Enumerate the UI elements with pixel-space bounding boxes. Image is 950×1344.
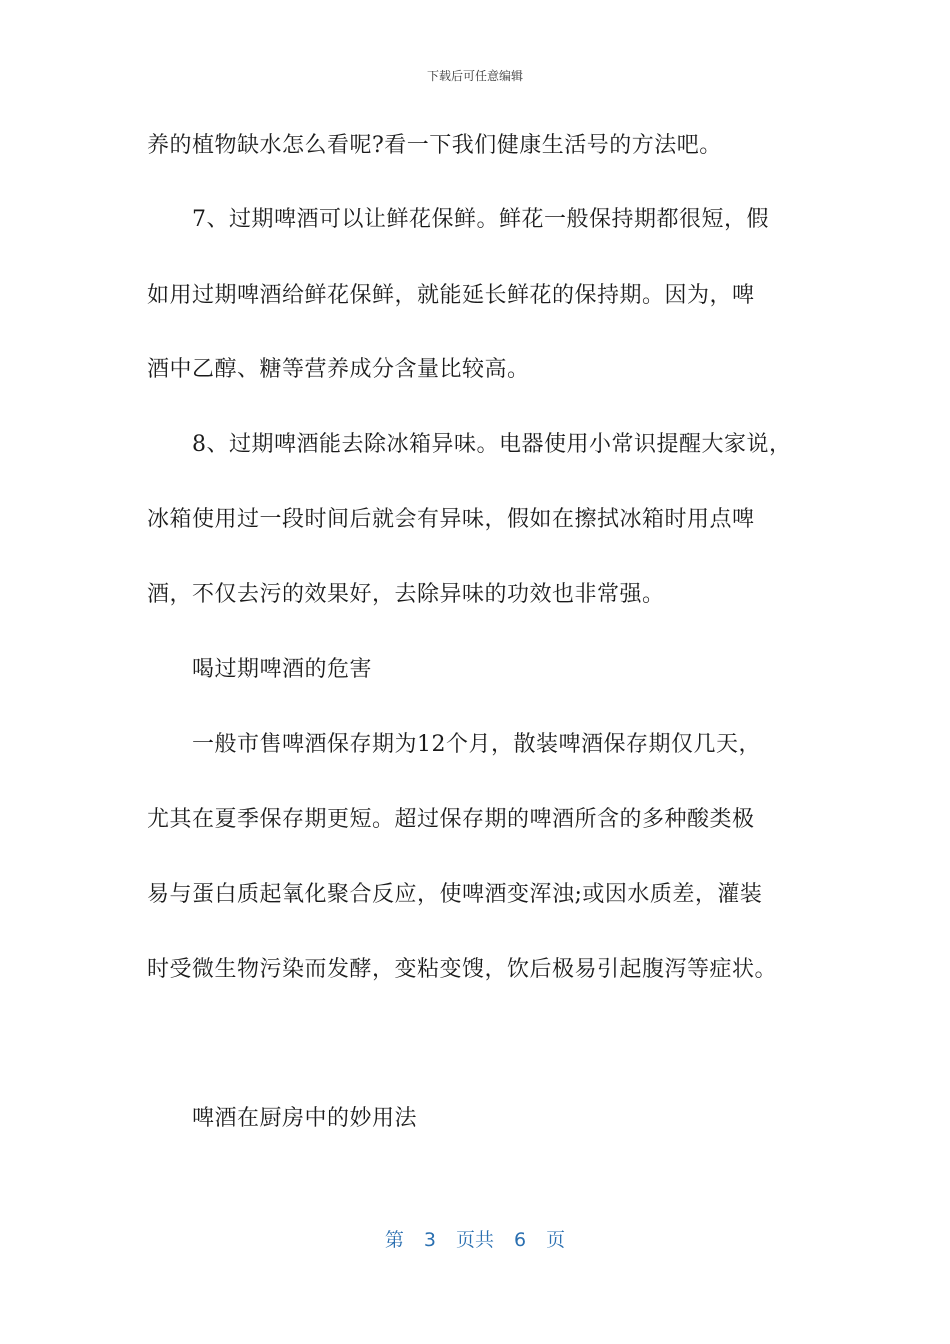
body-line-1: 养的植物缺水怎么看呢?看一下我们健康生活号的方法吧。 <box>147 133 722 158</box>
body-line-3: 如用过期啤酒给鲜花保鲜，就能延长鲜花的保持期。因为，啤 <box>147 283 755 308</box>
body-line-4: 酒中乙醇、糖等营养成分含量比较高。 <box>147 357 530 382</box>
page-header-note: 下载后可任意编辑 <box>426 69 523 83</box>
page-label-middle: 页共 <box>455 1229 494 1251</box>
body-line-9: 一般市售啤酒保存期为12个月，散装啤酒保存期仅几天， <box>192 732 761 757</box>
body-line-12: 时受微生物污染而发酵，变粘变馊，饮后极易引起腹泻等症状。 <box>147 957 778 982</box>
current-page-number: 3 <box>423 1229 436 1251</box>
body-line-11: 易与蛋白质起氧化聚合反应，使啤酒变浑浊;或因水质差，灌装 <box>147 882 763 907</box>
page-footer <box>0 1225 950 1252</box>
body-line-10: 尤其在夏季保存期更短。超过保存期的啤酒所含的多种酸类极 <box>147 807 755 832</box>
body-line-5: 8、过期啤酒能去除冰箱异味。电器使用小常识提醒大家说， <box>192 432 792 457</box>
page-label-prefix: 第 <box>384 1229 404 1251</box>
page-label-suffix: 页 <box>546 1229 566 1251</box>
body-line-2: 7、过期啤酒可以让鲜花保鲜。鲜花一般保持期都很短，假 <box>192 207 769 232</box>
body-line-6: 冰箱使用过一段时间后就会有异味，假如在擦拭冰箱时用点啤 <box>147 507 755 532</box>
section-heading-hazards: 喝过期啤酒的危害 <box>192 657 373 682</box>
total-page-number: 6 <box>514 1229 527 1251</box>
section-heading-kitchen: 啤酒在厨房中的妙用法 <box>192 1106 418 1131</box>
body-line-7: 酒，不仅去污的效果好，去除异味的功效也非常强。 <box>147 582 665 607</box>
